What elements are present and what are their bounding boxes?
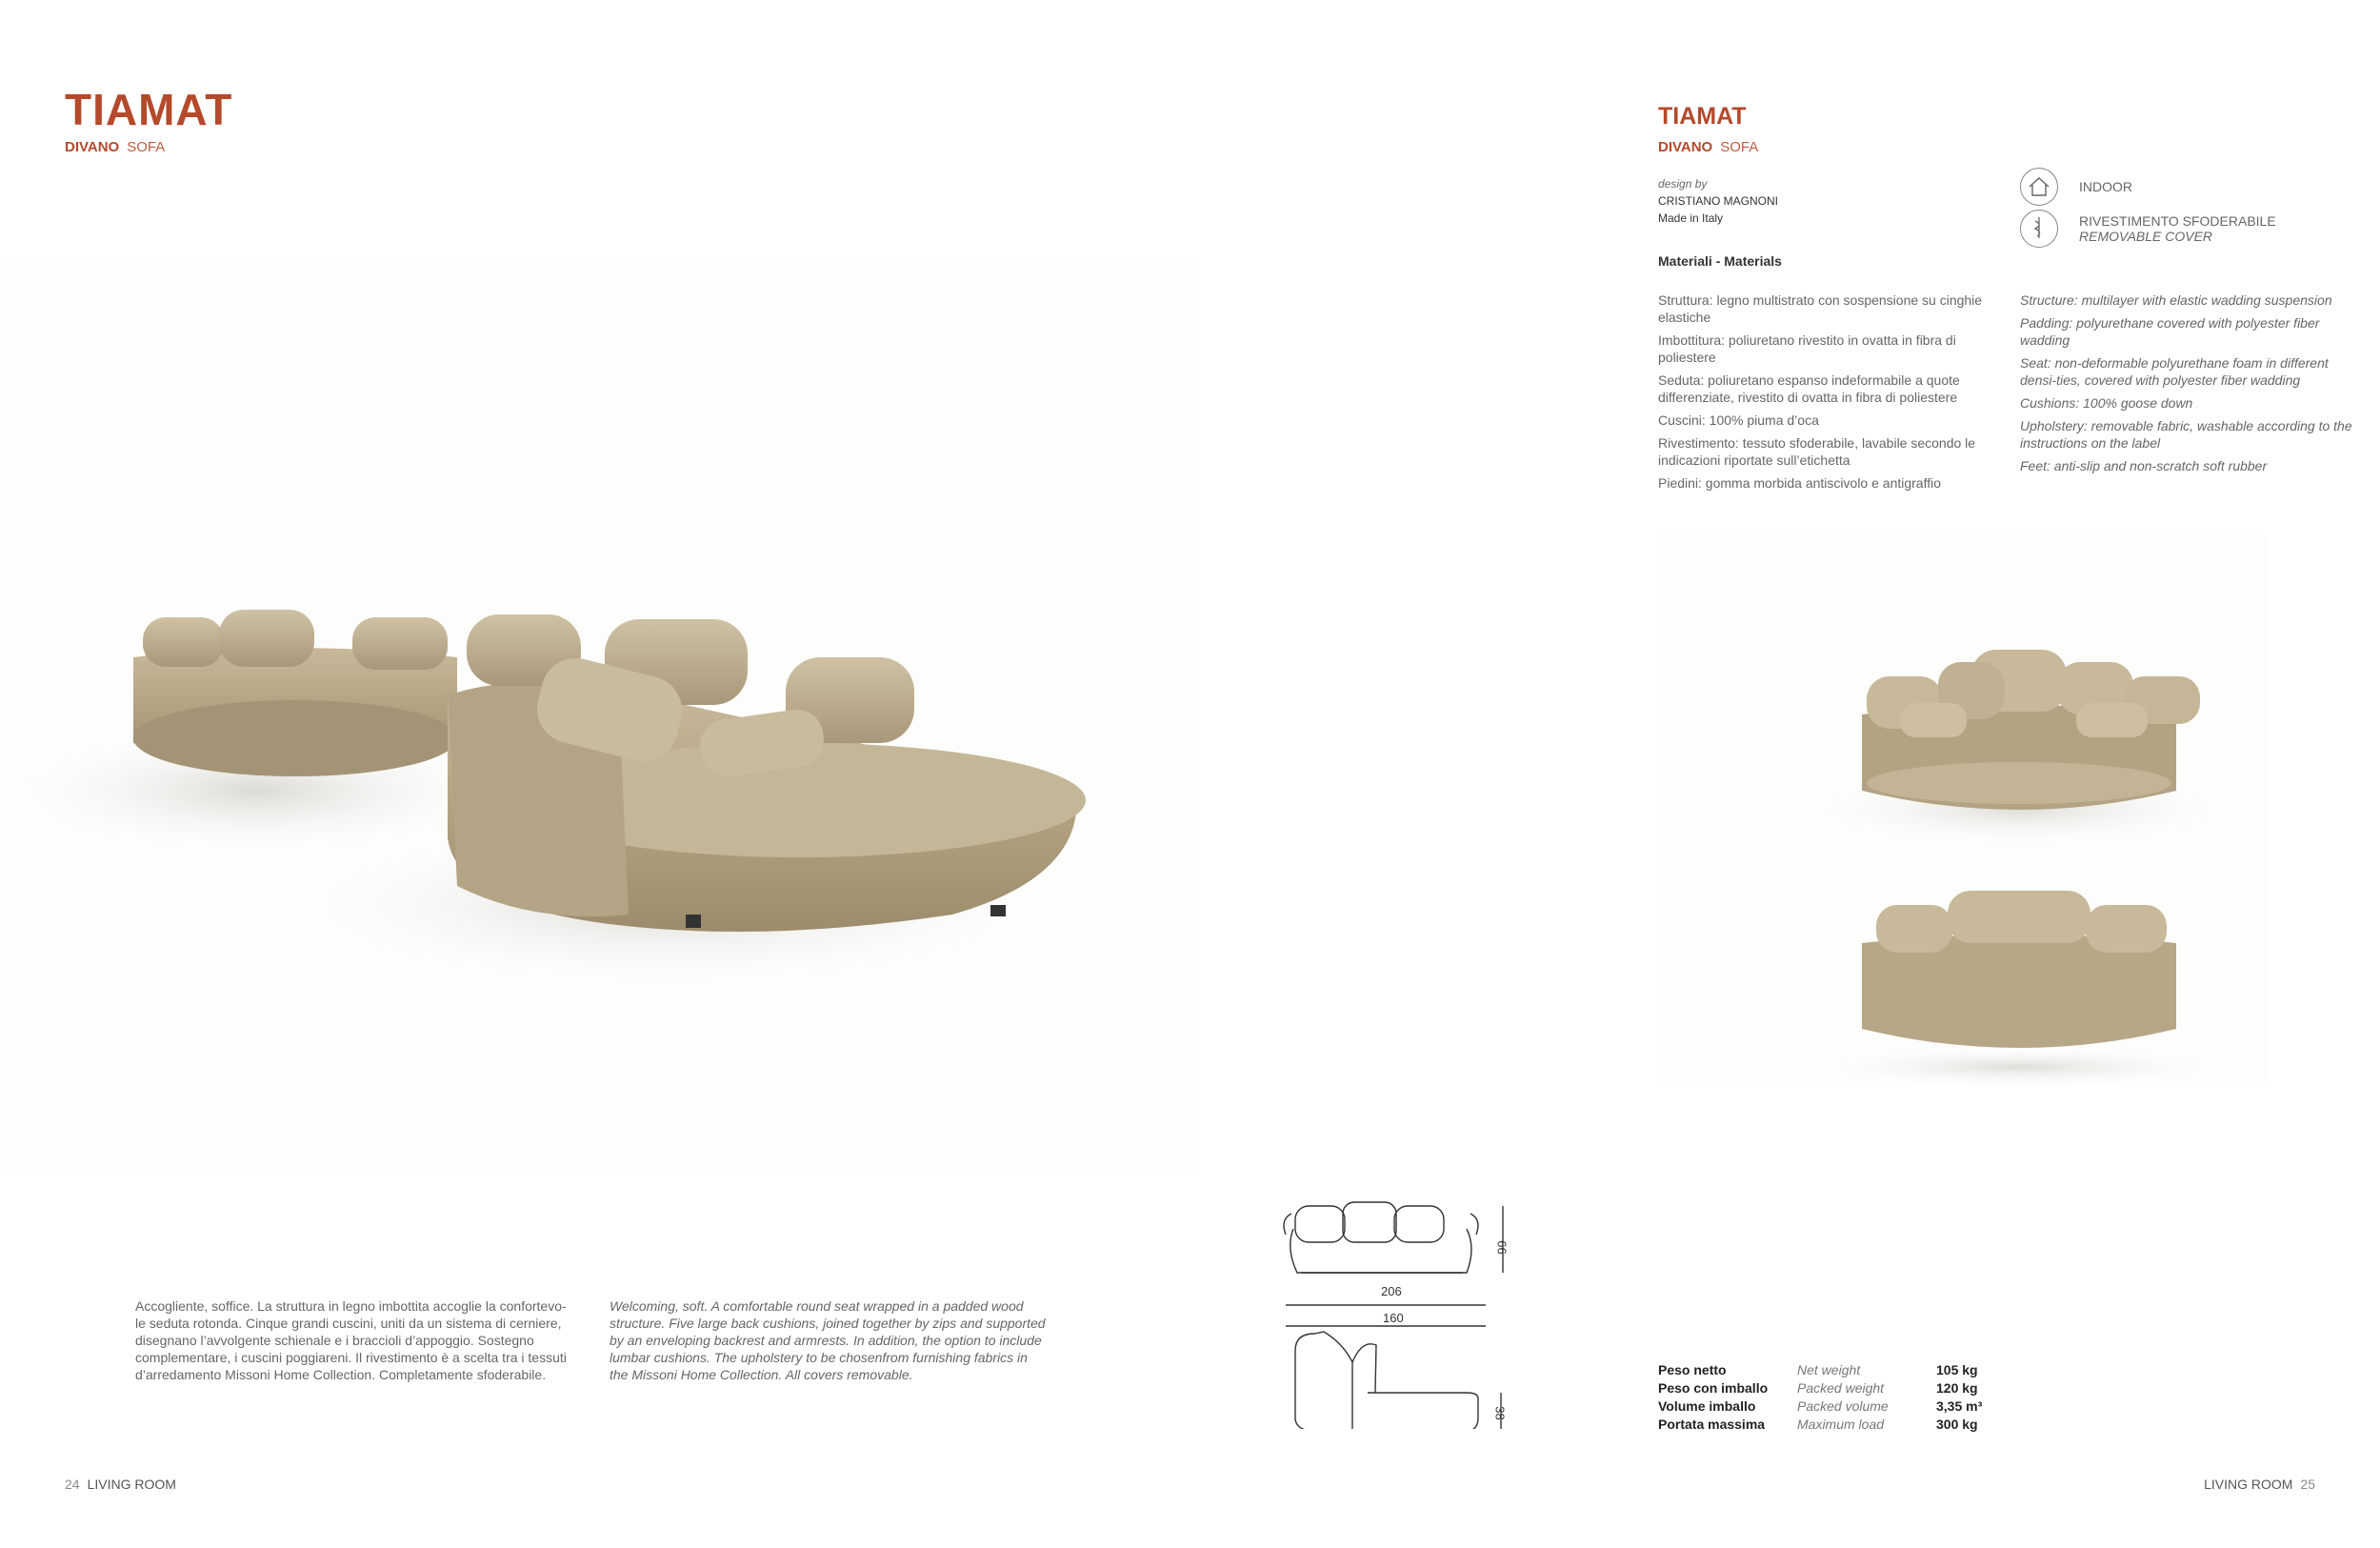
dim-side-seat-height: 38 <box>1492 1406 1508 1420</box>
spec-value: 3,35 m³ <box>1936 1398 1983 1414</box>
description-italian: Accogliente, soffice. La struttura in legno imbottita accoglie la confortevo-le seduta rotonda. Cinque grandi cuscini, uniti da un sistema di cerniere, disegnano l’avvolgente schienale e i braccioli d’appoggio. Sostegno complementare, i cuscini poggiareni. Il rivestimento è a scelta tra i tessuti d’arredamento Missoni Home Collection. Completamente sfoderabile. <box>135 1298 567 1382</box>
product-title: TIAMAT <box>1658 103 1747 130</box>
product-subtitle-right <box>1658 139 1758 155</box>
subtitle-it-right: DIVANO <box>1658 139 1713 155</box>
design-by-label: design by <box>1658 177 1708 191</box>
dim-front-width: 206 <box>1381 1284 1402 1298</box>
footer-left <box>57 1477 176 1492</box>
subtitle-en-right: SOFA <box>1720 139 1759 155</box>
removable-cover-en: REMOVABLE COVER <box>2079 229 2213 244</box>
specs-table <box>1658 1362 1982 1435</box>
spec-row <box>1658 1362 1982 1380</box>
material-en-item: Upholstery: removable fabric, washable according to the instructions on the label <box>2020 418 2352 451</box>
house-icon <box>2020 168 2058 206</box>
needle-thread-icon <box>2020 210 2058 248</box>
spec-label-en: Net weight <box>1797 1362 1861 1377</box>
secondary-product-photos <box>1657 533 2267 1086</box>
spec-value: 300 kg <box>1936 1417 1978 1432</box>
designer-name: CRISTIANO MAGNONI <box>1658 194 1779 208</box>
sofa-illustration <box>0 257 1200 1172</box>
spec-value: 105 kg <box>1936 1362 1978 1377</box>
page-title: TIAMAT <box>65 85 233 134</box>
footer-right <box>2204 1477 2323 1492</box>
feature-indoor <box>2020 168 2132 206</box>
subtitle-it: DIVANO <box>65 139 120 155</box>
material-it-item: Struttura: legno multistrato con sospensione su cinghie elastiche <box>1658 292 1983 325</box>
material-en-item: Feet: anti-slip and non-scratch soft rubber <box>2020 458 2268 473</box>
spec-label: Peso con imballo <box>1658 1380 1769 1396</box>
spec-label-en: Maximum load <box>1797 1417 1885 1432</box>
material-it-item: Cuscini: 100% piuma d’oca <box>1658 412 1819 428</box>
spec-label-en: Packed volume <box>1797 1398 1889 1414</box>
spec-label-en: Packed weight <box>1797 1380 1885 1396</box>
subtitle-en: SOFA <box>127 139 166 155</box>
front-view-drawing <box>1276 1181 1524 1429</box>
material-en-item: Structure: multilayer with elastic wadding suspension <box>2020 292 2332 308</box>
page-number-right: 25 <box>2300 1477 2315 1492</box>
feature-indoor-label: INDOOR <box>2079 179 2132 194</box>
footer-section-right: LIVING ROOM <box>2204 1477 2293 1492</box>
description-english: Welcoming, soft. A comfortable round seat wrapped in a padded wood structure. Five large back cushions, joined together by zips and supported by an enveloping backrest and armrests. In addition, the option to include lumbar cushions. The upholstery to be chosenfrom furnishing fabrics in the Missoni Home Collection. All covers removable. <box>610 1298 1046 1382</box>
technical-drawings <box>1276 1181 1524 1429</box>
material-it-item: Piedini: gomma morbida antiscivolo e antigraffio <box>1658 475 1942 491</box>
spec-label: Volume imballo <box>1658 1398 1756 1414</box>
feature-removable-cover-label <box>2079 213 2276 244</box>
page-number-left: 24 <box>65 1477 80 1492</box>
spec-row <box>1658 1380 1982 1398</box>
materials-list-english <box>2020 292 2363 480</box>
removable-cover-it: RIVESTIMENTO SFODERABILE <box>2079 213 2276 229</box>
dim-front-height: 66 <box>1494 1240 1510 1255</box>
material-it-item: Seduta: poliuretano espanso indeformabile a quote differenziate, rivestito di ovatta in fibra di poliestere <box>1658 372 1960 405</box>
sofa-front-views <box>1657 533 2267 1086</box>
footer-section-left: LIVING ROOM <box>87 1477 176 1492</box>
material-en-item: Padding: polyurethane covered with polyester fiber wadding <box>2020 315 2320 348</box>
materials-title: Materiali - Materials <box>1658 253 1782 269</box>
spec-label: Portata massima <box>1658 1417 1766 1432</box>
materials-list-italian <box>1658 292 1991 497</box>
spec-row <box>1658 1417 1982 1435</box>
product-subtitle <box>65 139 165 155</box>
material-it-item: Imbottitura: poliuretano rivestito in ovatta in fibra di poliestere <box>1658 332 1956 365</box>
feature-removable-cover <box>2020 210 2276 248</box>
spec-row <box>1658 1398 1982 1417</box>
spec-value: 120 kg <box>1936 1380 1978 1396</box>
material-it-item: Rivestimento: tessuto sfoderabile, lavabile secondo le indicazioni riportate sull’etichetta <box>1658 435 1976 468</box>
made-in-label: Made in Italy <box>1658 211 1724 225</box>
main-product-photo <box>0 257 1200 1172</box>
material-en-item: Seat: non-deformable polyurethane foam in different densi-ties, covered with polyester fiber wadding <box>2020 355 2329 388</box>
spec-label: Peso netto <box>1658 1362 1727 1377</box>
material-en-item: Cushions: 100% goose down <box>2020 395 2193 411</box>
dim-side-depth: 160 <box>1383 1311 1404 1325</box>
